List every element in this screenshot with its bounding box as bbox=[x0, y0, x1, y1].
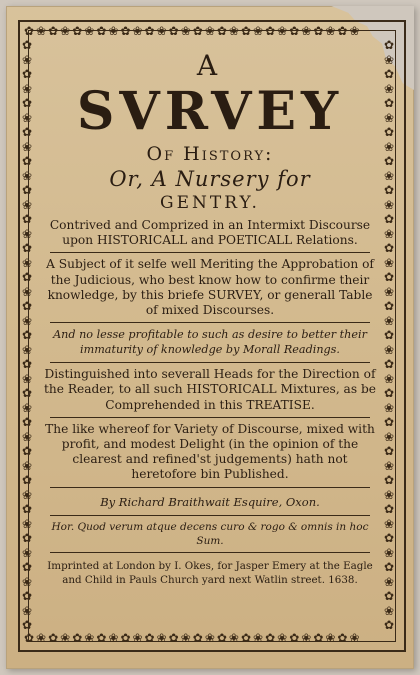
divider-rule bbox=[50, 552, 370, 553]
divider-rule bbox=[50, 417, 370, 418]
paragraph-profitable: And no lesse profitable to such as desire to better their immaturity of knowledge by Morall Readings. bbox=[53, 328, 367, 356]
paragraph-contrived: Contrived and Comprized in an Intermixt Discourse upon HISTORICALL and POETICALL Relations. bbox=[49, 218, 371, 248]
divider-rule bbox=[50, 252, 370, 253]
divider-rule bbox=[50, 515, 370, 516]
imprint-line: Imprinted at London by I. Okes, for Jasper Emery at the Eagle and Child in Pauls Church yard next Watlin street. 1638. bbox=[47, 559, 373, 586]
divider-rule bbox=[50, 362, 370, 363]
ornament-border-top: ✿❀✿❀✿❀✿❀✿❀✿❀✿❀✿❀✿❀✿❀✿❀✿❀✿❀✿❀ bbox=[24, 25, 362, 37]
paragraph-subject: A Subject of it selfe well Meriting the Approbation of the Judicious, who best know how to confirme their knowledge, by this briefe SURVEY, or generall Table of mixed Discourses. bbox=[46, 257, 374, 318]
ornament-border-left: ✿❀✿❀✿❀✿❀✿❀✿❀✿❀✿❀✿❀✿❀✿❀✿❀✿❀✿❀✿❀✿❀✿❀✿❀✿❀✿❀✿ bbox=[22, 38, 33, 632]
title-of-history: Of History: bbox=[146, 143, 274, 165]
paragraph-likewhereof: The like whereof for Variety of Discourse, mixed with profit, and modest Delight (in the opinion of the clearest and refined'st judgements) hath not heretofore bin Published. bbox=[45, 421, 375, 482]
title-page-content bbox=[42, 44, 378, 624]
title-a: A bbox=[196, 49, 224, 82]
divider-rule bbox=[50, 322, 370, 323]
author-line: By Richard Braithwait Esquire, Oxon. bbox=[100, 494, 320, 509]
title-nursery: Or, A Nursery for bbox=[109, 167, 311, 191]
title-gentry: GENTRY. bbox=[160, 193, 260, 213]
motto-line: Hor. Quod verum atque decens curo & rogo & omnis in hoc Sum. bbox=[51, 520, 369, 547]
title-survey: SVRVEY bbox=[76, 81, 344, 142]
ornament-border-right: ✿❀✿❀✿❀✿❀✿❀✿❀✿❀✿❀✿❀✿❀✿❀✿❀✿❀✿❀✿❀✿❀✿❀✿❀✿❀✿❀✿ bbox=[384, 38, 395, 632]
divider-rule bbox=[50, 487, 370, 488]
ornament-border-bottom: ✿❀✿❀✿❀✿❀✿❀✿❀✿❀✿❀✿❀✿❀✿❀✿❀✿❀✿❀ bbox=[24, 632, 362, 644]
paragraph-distinguished: Distinguished into severall Heads for the Direction of the Reader, to all such HISTORICALL Mixtures, as be Comprehended in this TREATISE. bbox=[44, 367, 376, 412]
